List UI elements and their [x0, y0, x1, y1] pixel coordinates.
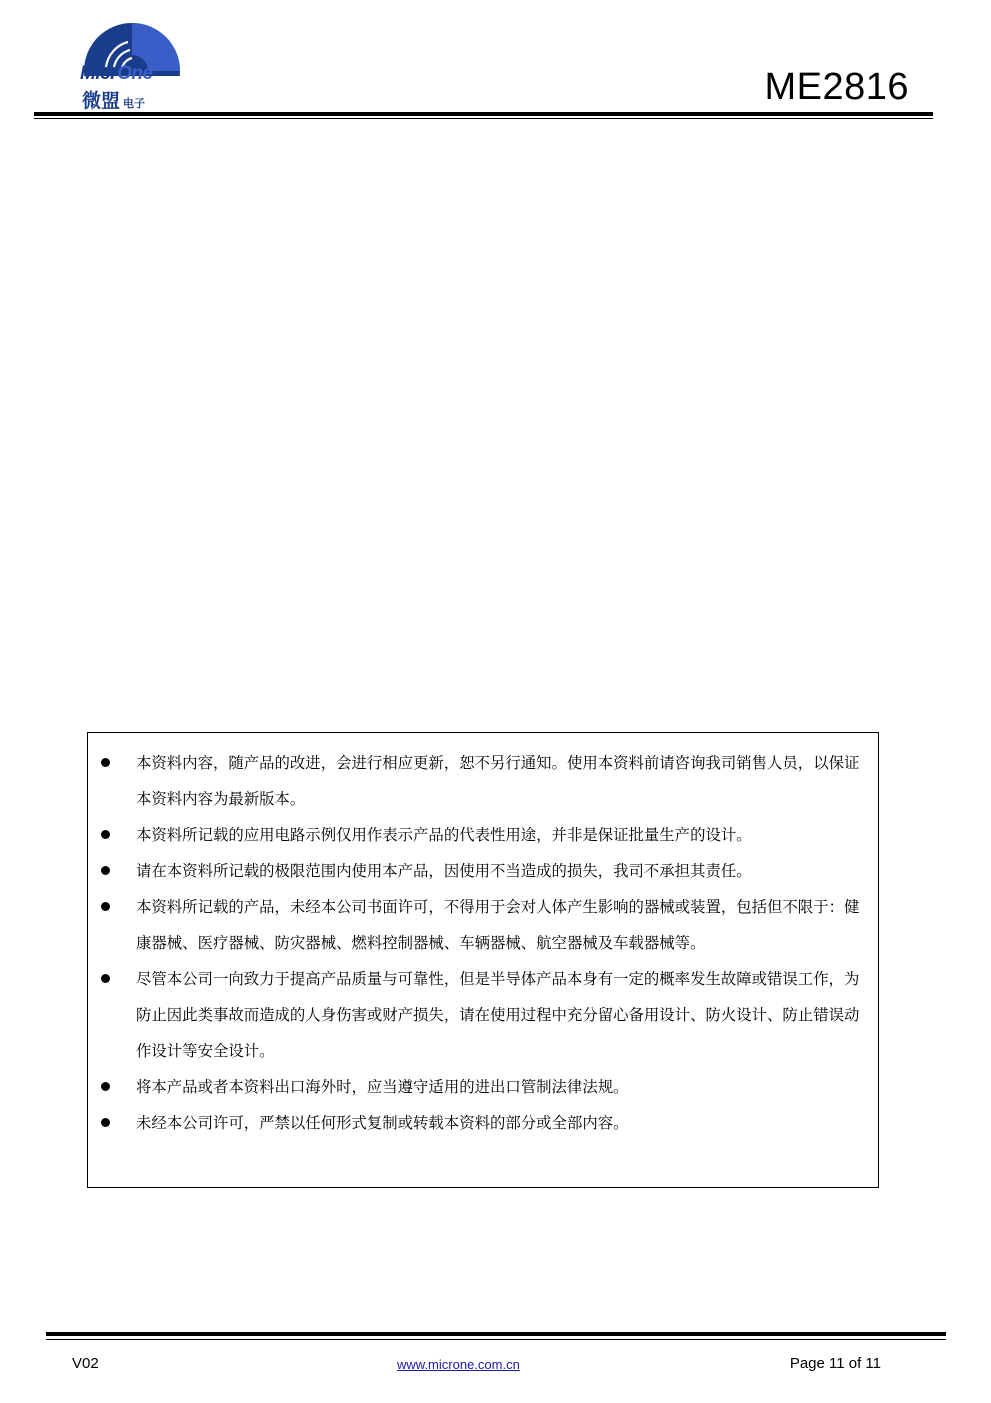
- header-rule-thin: [34, 118, 933, 119]
- bullet-icon: [101, 902, 110, 911]
- bullet-icon: [101, 866, 110, 875]
- footer-page-number: Page 11 of 11: [789, 1355, 881, 1372]
- bullet-icon: [101, 1082, 110, 1091]
- footer-version: V02: [72, 1355, 99, 1372]
- footer-rule-thick: [46, 1332, 946, 1336]
- bullet-icon: [101, 830, 110, 839]
- bullet-icon: [101, 1118, 110, 1127]
- disclaimer-item: 尽管本公司一向致力于提高产品质量与可靠性，但是半导体产品本身有一定的概率发生故障或错误工作，为防止因此类事故而造成的人身伤害或财产损失，请在使用过程中充分留心备用设计、防火设计、防止错误动作设计等安全设计。: [88, 961, 868, 1069]
- header-rule-thick: [34, 112, 933, 116]
- disclaimer-item: 将本产品或者本资料出口海外时，应当遵守适用的进出口管制法律法规。: [88, 1069, 868, 1105]
- footer-rule-thin: [46, 1339, 946, 1340]
- bullet-icon: [101, 974, 110, 983]
- document-part-number: ME2816: [764, 66, 909, 108]
- disclaimer-item: 本资料内容，随产品的改进，会进行相应更新，恕不另行通知。使用本资料前请咨询我司销售人员，以保证本资料内容为最新版本。: [88, 745, 868, 817]
- bullet-icon: [101, 758, 110, 767]
- footer-website-link[interactable]: www.microne.com.cn: [397, 1357, 520, 1372]
- disclaimer-box: [87, 732, 879, 1188]
- disclaimer-list: [88, 733, 878, 1141]
- disclaimer-item: 本资料所记载的产品，未经本公司书面许可，不得用于会对人体产生影响的器械或装置，包括但不限于：健康器械、医疗器械、防灾器械、燃料控制器械、车辆器械、航空器械及车载器械等。: [88, 889, 868, 961]
- logo-chinese-name: 微盟 电子: [82, 90, 146, 112]
- logo-brand-text: MicrOne: [80, 63, 153, 84]
- disclaimer-item: 请在本资料所记载的极限范围内使用本产品，因使用不当造成的损失，我司不承担其责任。: [88, 853, 868, 889]
- disclaimer-item: 未经本公司许可，严禁以任何形式复制或转载本资料的部分或全部内容。: [88, 1105, 868, 1141]
- company-logo: [76, 20, 186, 112]
- disclaimer-item: 本资料所记载的应用电路示例仅用作表示产品的代表性用途，并非是保证批量生产的设计。: [88, 817, 868, 853]
